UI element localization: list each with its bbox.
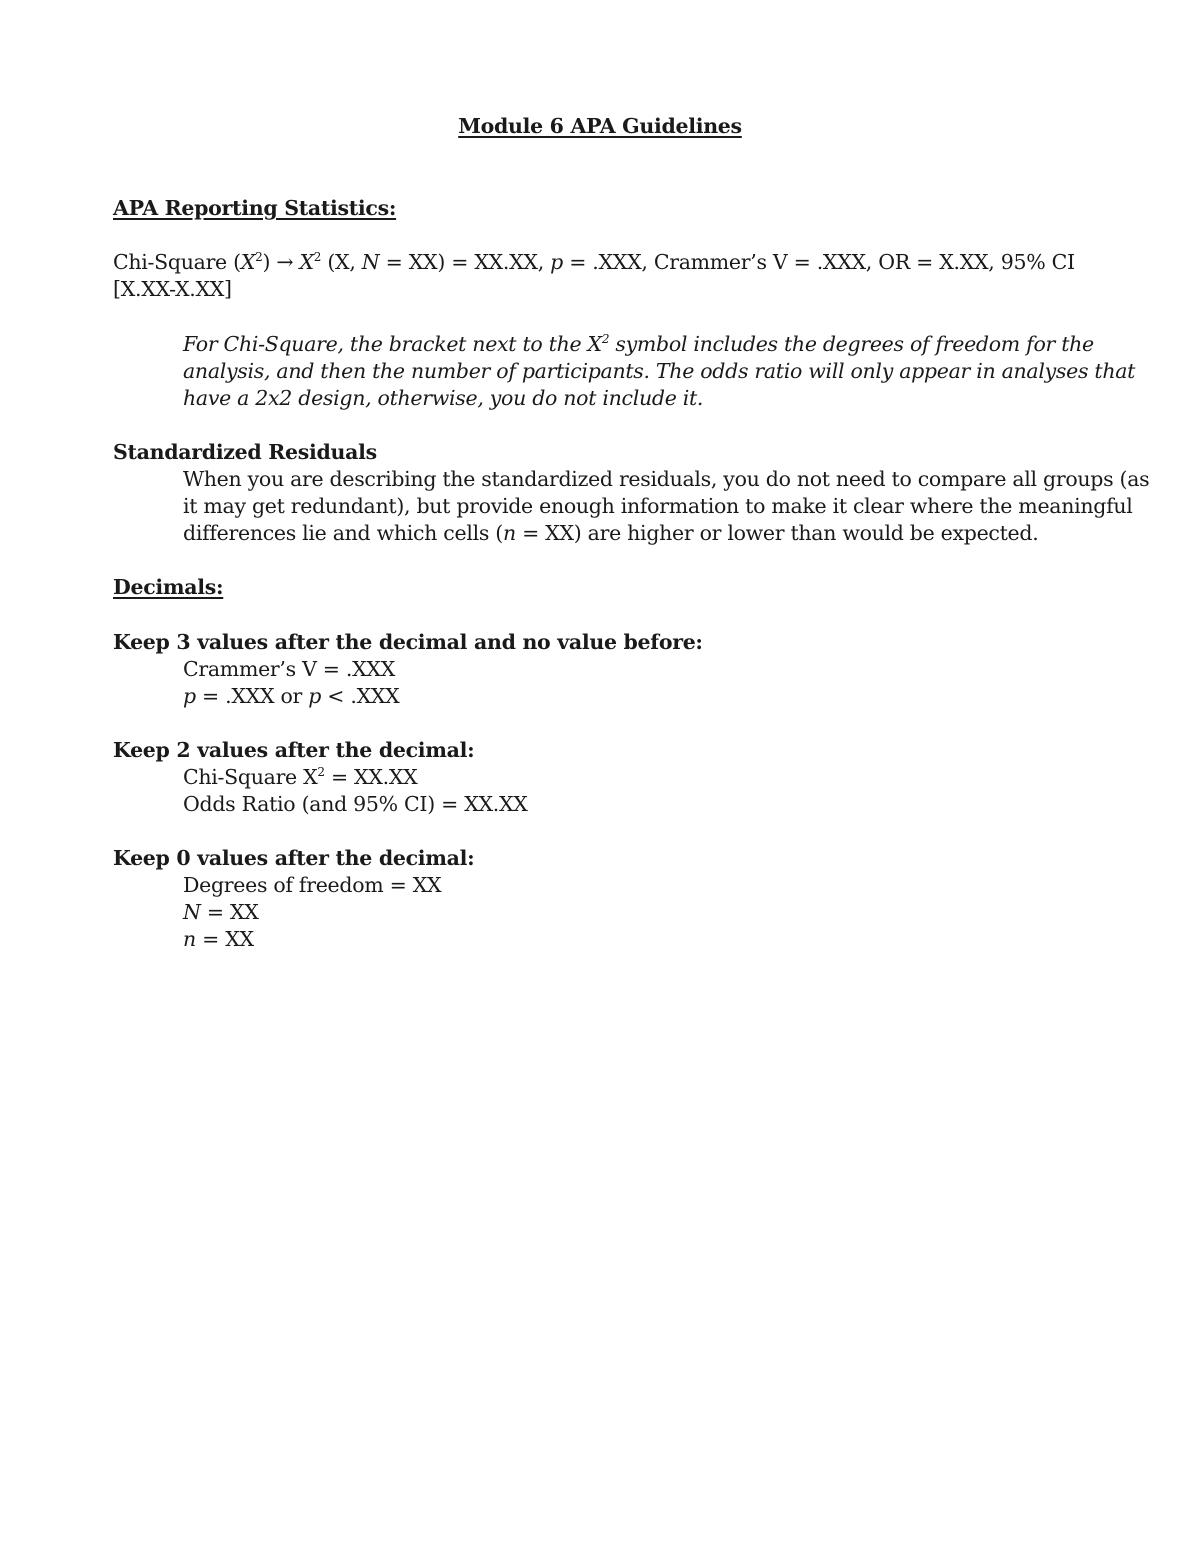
- keep3-p2: p: [308, 684, 322, 708]
- chi-rest: = .XXX, Crammer’s V = .XXX, OR = X.XX, 95% CI: [562, 250, 1075, 274]
- keep2-chi-a: Chi-Square X: [183, 765, 318, 789]
- right-arrow-icon: →: [276, 250, 294, 274]
- chi-N: N: [361, 250, 380, 274]
- chi-square-label: Chi-Square (: [113, 250, 241, 274]
- chi-note-line-3: have a 2x2 design, otherwise, you do not include it.: [183, 386, 704, 410]
- keep2-chi-sup: 2: [317, 765, 325, 779]
- keep0-item-N: [183, 899, 259, 926]
- keep2-heading: Keep 2 values after the decimal:: [113, 738, 475, 762]
- residuals-text-b: = XX) are higher or lower than would be expected.: [515, 521, 1039, 545]
- chi-note-text-a: For Chi-Square, the bracket next to the X: [183, 332, 602, 356]
- keep3-item-crammers: Crammer’s V = .XXX: [183, 657, 395, 681]
- chi-superscript: 2: [255, 250, 263, 264]
- keep2-item-chi: [183, 764, 417, 791]
- chi-note-text-b: symbol includes the degrees of freedom for the: [609, 332, 1094, 356]
- keep3-end: < .XXX: [321, 684, 400, 708]
- keep3-mid: = .XXX or: [195, 684, 309, 708]
- page-title: Module 6 APA Guidelines: [458, 114, 742, 138]
- keep2-chi-b: = XX.XX: [324, 765, 418, 789]
- chi-note-line-1: [183, 331, 1094, 358]
- chi-mid: = XX) = XX.XX,: [379, 250, 551, 274]
- residuals-n: n: [502, 521, 516, 545]
- chi-open: (X,: [321, 250, 362, 274]
- chi-note-line-2: analysis, and then the number of participants. The odds ratio will only appear in analyses that: [183, 359, 1136, 383]
- keep3-p1: p: [183, 684, 196, 708]
- keep0-item-df: Degrees of freedom = XX: [183, 873, 442, 897]
- chi-symbol: X: [240, 250, 256, 274]
- chi-square-format-line-1: [113, 249, 1075, 276]
- residuals-heading: Standardized Residuals: [113, 440, 377, 464]
- keep2-item-odds: Odds Ratio (and 95% CI) = XX.XX: [183, 792, 528, 816]
- residuals-line-2: it may get redundant), but provide enough information to make it clear where the meaningful: [183, 494, 1133, 518]
- keep0-N-symbol: N: [183, 900, 201, 924]
- keep3-item-p: [183, 683, 399, 710]
- chi-p: p: [550, 250, 563, 274]
- chi-note-sup: 2: [601, 332, 610, 346]
- decimals-heading: Decimals:: [113, 575, 224, 599]
- chi-symbol-2: X: [299, 250, 314, 274]
- reporting-heading: APA Reporting Statistics:: [113, 196, 397, 220]
- residuals-text-a: differences lie and which cells (: [183, 521, 503, 545]
- chi-superscript-2: 2: [313, 250, 322, 264]
- chi-square-format-line-2: [X.XX-X.XX]: [113, 277, 232, 301]
- keep0-heading: Keep 0 values after the decimal:: [113, 846, 475, 870]
- residuals-line-1: When you are describing the standardized residuals, you do not need to compare all groups (as: [183, 467, 1150, 491]
- chi-label-close: ): [262, 250, 271, 274]
- keep0-n-symbol: n: [183, 927, 196, 951]
- keep3-heading: Keep 3 values after the decimal and no value before:: [113, 630, 703, 654]
- keep0-N-value: = XX: [200, 900, 259, 924]
- keep0-item-n: [183, 926, 254, 953]
- residuals-line-3: [183, 520, 1038, 547]
- keep0-n-value: = XX: [195, 927, 254, 951]
